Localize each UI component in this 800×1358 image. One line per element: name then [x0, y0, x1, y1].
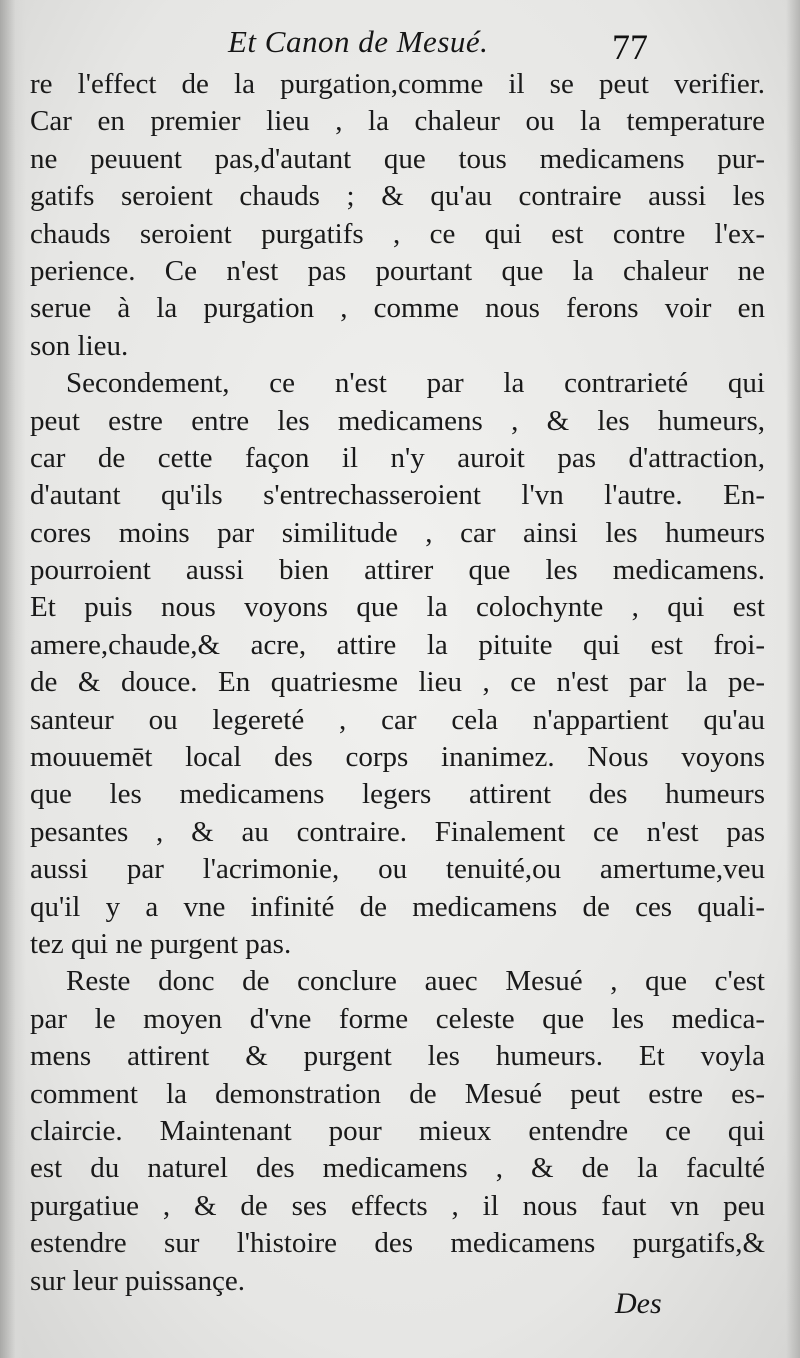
text-line: car de cette façon il n'y auroit pas d'attraction, — [30, 441, 765, 474]
text-line: d'autant qu'ils s'entrechasseroient l'vn l'autre. En- — [30, 479, 765, 512]
paragraph — [30, 963, 765, 1300]
text-line: Car en premier lieu , la chaleur ou la temperature — [30, 105, 765, 138]
text-line: claircie. Maintenant pour mieux entendre ce qui — [30, 1114, 765, 1147]
paragraph — [30, 66, 765, 365]
text-line: serue à la purgation , comme nous ferons voir en — [30, 292, 765, 325]
text-line: gatifs seroient chauds ; & qu'au contraire aussi les — [30, 180, 765, 213]
text-line: peut estre entre les medicamens , & les humeurs, — [30, 404, 765, 437]
text-line: tez qui ne purgent pas. — [30, 927, 292, 960]
text-line: aussi par l'acrimonie, ou tenuité,ou amertume,veu — [30, 853, 765, 886]
body-text — [30, 66, 765, 1300]
text-line: purgatiue , & de ses effects , il nous faut vn peu — [30, 1189, 765, 1222]
text-line: mouuemēt local des corps inanimez. Nous voyons — [30, 741, 765, 774]
text-line: pesantes , & au contraire. Finalement ce n'est pas — [30, 815, 765, 848]
text-line: cores moins par similitude , car ainsi les humeurs — [30, 516, 765, 549]
text-line: son lieu. — [30, 329, 129, 362]
page-number: 77 — [612, 27, 648, 67]
text-line: par le moyen d'vne forme celeste que les medica- — [30, 1002, 765, 1035]
text-line: comment la demonstration de Mesué peut estre es- — [30, 1077, 765, 1110]
text-line: que les medicamens legers attirent des humeurs — [30, 778, 765, 811]
text-line: santeur ou legereté , car cela n'appartient qu'au — [30, 703, 765, 736]
catchword: Des — [615, 1287, 662, 1320]
text-line: mens attirent & purgent les humeurs. Et voyla — [30, 1040, 765, 1073]
paragraph — [30, 365, 765, 963]
text-line: sur leur puissançe. — [30, 1264, 246, 1297]
text-line: perience. Ce n'est pas pourtant que la chaleur ne — [30, 254, 765, 287]
text-line: re l'effect de la purgation,comme il se peut verifier. — [30, 68, 765, 100]
text-line: de & douce. En quatriesme lieu , ce n'est par la pe- — [30, 666, 765, 699]
text-line: qu'il y a vne infinité de medicamens de ces quali- — [30, 890, 765, 923]
running-title: Et Canon de Mesué. — [228, 24, 489, 59]
text-line: estendre sur l'histoire des medicamens purgatifs,& — [30, 1227, 765, 1260]
text-line: Secondement, ce n'est par la contrarieté qui — [66, 367, 765, 400]
text-line: chauds seroient purgatifs , ce qui est contre l'ex- — [30, 217, 765, 250]
text-line: ne peuuent pas,d'autant que tous medicamens pur- — [30, 142, 765, 175]
text-line: amere,chaude,& acre, attire la pituite qui est froi- — [30, 628, 765, 661]
text-line: pourroient aussi bien attirer que les medicamens. — [30, 554, 765, 587]
text-line: Reste donc de conclure auec Mesué , que c'est — [66, 965, 765, 998]
text-line: est du naturel des medicamens , & de la faculté — [30, 1152, 765, 1185]
page-header — [0, 22, 800, 72]
text-line: Et puis nous voyons que la colochynte , qui est — [30, 591, 765, 624]
